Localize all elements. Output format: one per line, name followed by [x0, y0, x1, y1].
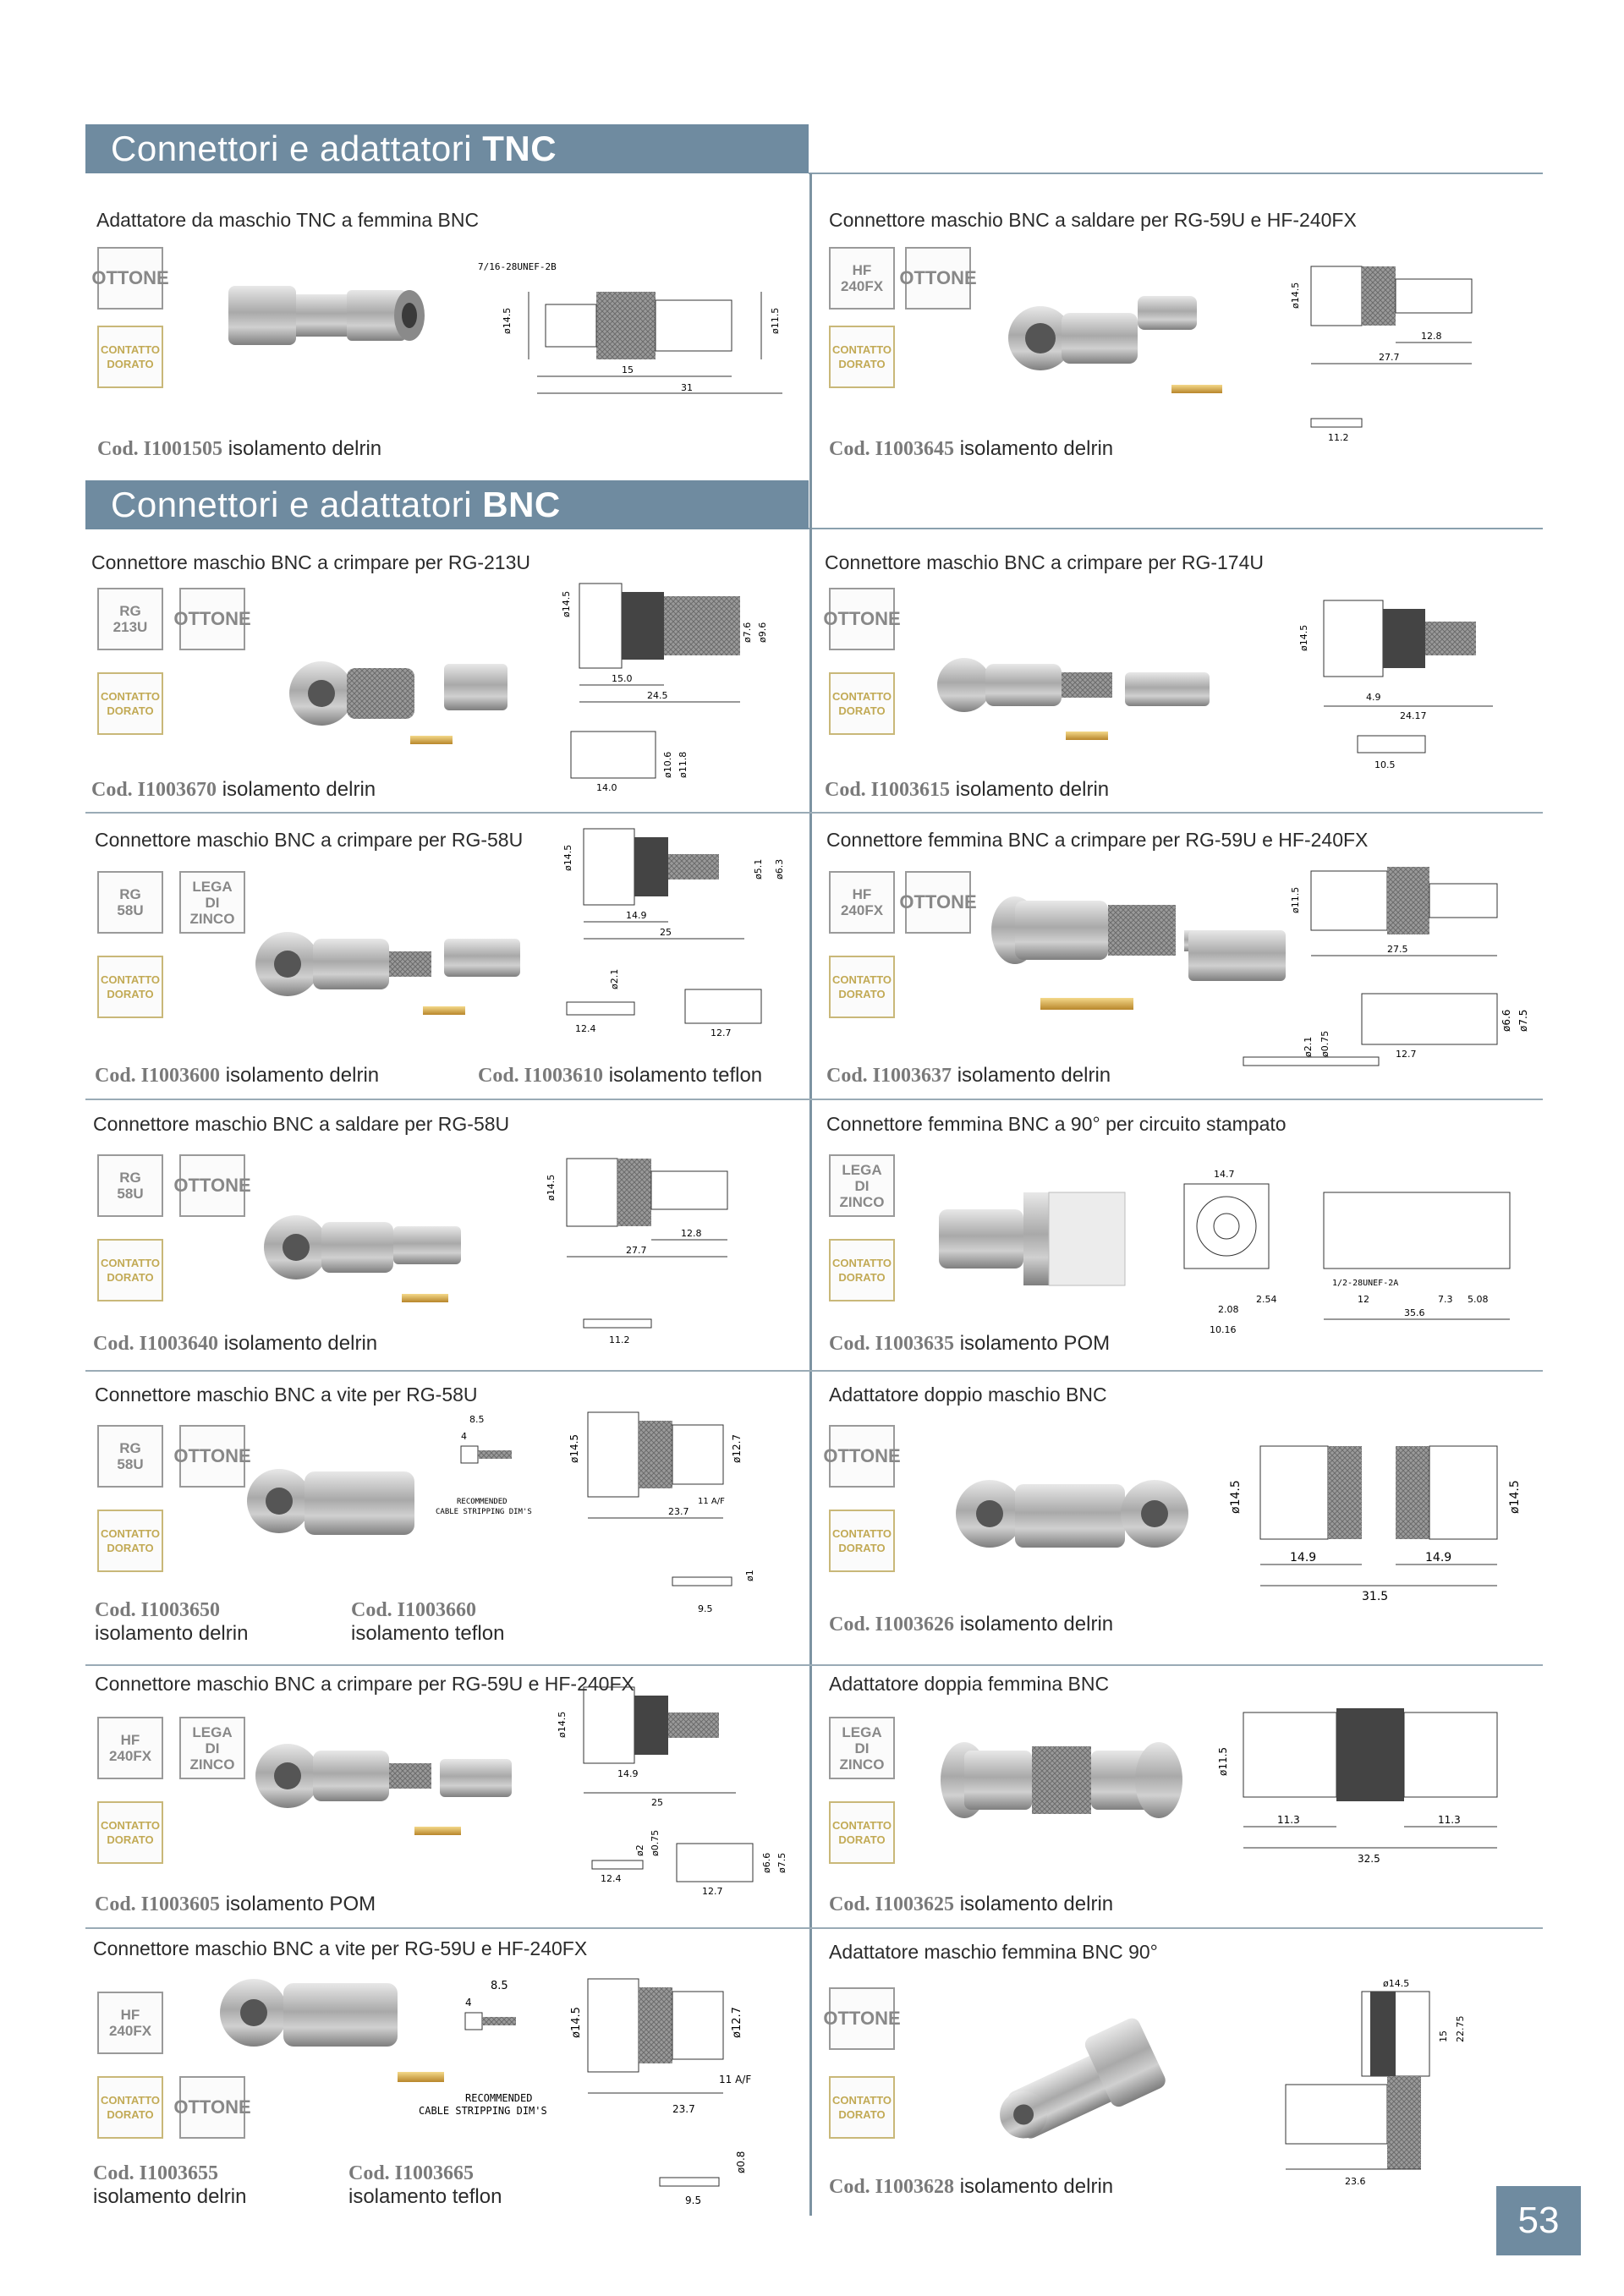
product-code: Cod. I1003637 [826, 1065, 952, 1087]
lega-zinco-badge: LEGA DI ZINCO [829, 1717, 895, 1779]
dim-label: 9.5 [685, 2195, 702, 2206]
hf240fx-badge: HF 240FX [829, 247, 895, 310]
product-code-block-alt [351, 1598, 504, 1646]
product-code-line [91, 778, 376, 802]
bnc-female-crimp-drawing [1290, 854, 1539, 1082]
dim-label: 11.2 [1328, 432, 1349, 443]
dim-label: 2.08 [1218, 1304, 1239, 1315]
bnc-double-female-photo [930, 1725, 1184, 1835]
bnc-male-female-90-drawing [1277, 1975, 1497, 2186]
dim-label: 7.3 [1438, 1294, 1453, 1305]
section-header-bnc [85, 480, 809, 529]
dim-label: 12.7 [1396, 1049, 1417, 1060]
product-code-block-alt [348, 2162, 502, 2209]
dim-label: 2.54 [1256, 1294, 1277, 1305]
bnc-pcb-90-drawing [1176, 1167, 1539, 1345]
contatto-dorato-badge: CONTATTO DORATO [829, 1801, 895, 1864]
bnc-solder-connector-photo [1002, 279, 1248, 406]
dim-label: ø2.1 [609, 968, 620, 989]
dim-label: 15 [622, 364, 634, 375]
product-insulation: isolamento delrin [950, 778, 1110, 801]
dim-label: 24.5 [647, 690, 668, 701]
dim-label: 25 [651, 1797, 663, 1808]
tnc-bnc-adapter-photo [222, 269, 433, 370]
product-insulation: isolamento delrin [220, 1064, 380, 1087]
bnc-pcb-90-photo [930, 1175, 1142, 1311]
dim-label: ø6.6 [1501, 1009, 1512, 1032]
dim-label: 22.75 [1455, 2015, 1466, 2042]
dim-label: ø11.8 [678, 751, 689, 778]
bnc-crimp-rg59u-photo [245, 1725, 524, 1852]
dim-label: 23.6 [1345, 2176, 1366, 2187]
contatto-dorato-badge: CONTATTO DORATO [829, 1239, 895, 1301]
product-insulation: isolamento teflon [348, 2185, 502, 2208]
product-code: Cod. I1003605 [95, 1893, 221, 1915]
product-title: Connettore maschio BNC a crimpare per RG-58U [95, 829, 524, 851]
dim-label: ø7.5 [776, 1852, 787, 1873]
product-title: Connettore maschio BNC a vite per RG-59U e HF-240FX [93, 1937, 588, 1959]
rg58u-badge: RG 58U [97, 1154, 163, 1217]
product-code-block [93, 2162, 246, 2209]
product-code: Cod. I1003625 [829, 1893, 955, 1915]
product-code: Cod. I1003610 [478, 1065, 604, 1087]
product-code: Cod. I1003655 [93, 2162, 219, 2184]
product-insulation: isolamento delrin [954, 2175, 1114, 2198]
dim-label: ø14.5 [562, 844, 573, 871]
dim-label: RECOMMENDED [465, 2092, 533, 2104]
dim-label: 12.8 [1421, 331, 1442, 342]
product-code: Cod. I1003645 [829, 438, 955, 460]
product-code: Cod. I1003640 [93, 1333, 219, 1355]
product-code-line [829, 1613, 1113, 1636]
dim-label: 1/2-28UNEF-2A [1332, 1279, 1399, 1288]
row-divider [85, 1927, 1543, 1929]
contatto-dorato-badge: CONTATTO DORATO [829, 1510, 895, 1572]
dim-label: 4 [461, 1431, 467, 1442]
contatto-dorato-badge: CONTATTO DORATO [97, 1510, 163, 1572]
bnc-male-female-90-photo [990, 2017, 1184, 2144]
ottone-badge: OTTONE [179, 2076, 245, 2139]
contatto-dorato-badge: CONTATTO DORATO [829, 326, 895, 388]
dim-label: ø14.5 [1229, 1480, 1243, 1514]
dim-label: 14.9 [617, 1768, 639, 1779]
dim-label: 11.2 [609, 1334, 630, 1345]
dim-label: ø0.8 [735, 2151, 747, 2173]
contatto-dorato-badge: CONTATTO DORATO [97, 956, 163, 1018]
bnc-solder-connector-drawing [1290, 249, 1539, 452]
dim-label: 25 [660, 927, 672, 938]
section-header-tnc [85, 124, 809, 173]
dim-label: ø10.6 [662, 751, 673, 778]
dim-label: 32.5 [1358, 1853, 1380, 1865]
ottone-badge: OTTONE [829, 1425, 895, 1488]
section-title-bold: TNC [482, 129, 557, 168]
bnc-screw-rg58u-drawing [436, 1412, 799, 1624]
dim-label: ø14.5 [546, 1174, 557, 1201]
dim-label: RECOMMENDED [457, 1498, 508, 1506]
dim-label: 8.5 [491, 1980, 508, 1992]
bnc-crimp-rg174u-drawing [1239, 584, 1544, 786]
dim-label: ø14.5 [568, 1433, 580, 1463]
dim-label: ø14.5 [570, 2007, 583, 2038]
dim-label: 12.4 [601, 1873, 622, 1884]
row-divider [85, 1099, 1543, 1100]
product-code-line [826, 1064, 1111, 1088]
product-code-line [825, 778, 1109, 802]
dim-label: 11 A/F [698, 1497, 725, 1506]
row-divider [85, 812, 1543, 814]
bnc-double-female-drawing [1218, 1700, 1539, 1869]
dim-label: ø12.7 [731, 2007, 743, 2038]
dim-label: ø14.5 [1383, 1978, 1410, 1989]
product-insulation: isolamento teflon [603, 1064, 763, 1087]
dim-label: ø14.5 [502, 307, 513, 334]
product-code-line [93, 1332, 377, 1356]
product-title: Connettore maschio BNC a crimpare per RG-213U [91, 551, 530, 573]
dim-label: 12 [1358, 1294, 1369, 1305]
ottone-badge: OTTONE [905, 247, 971, 310]
dim-label: ø5.1 [753, 858, 764, 879]
dim-label: 27.7 [1379, 352, 1400, 363]
product-code-line [95, 1064, 379, 1088]
product-title: Connettore maschio BNC a vite per RG-58U [95, 1384, 478, 1406]
product-insulation: isolamento POM [220, 1893, 376, 1915]
bnc-female-crimp-photo [981, 879, 1303, 1023]
dim-label: ø12.7 [731, 1433, 743, 1463]
product-code-block [95, 1598, 248, 1646]
product-code: Cod. I1003626 [829, 1614, 955, 1636]
hf240fx-badge: HF 240FX [97, 1992, 163, 2054]
dim-label: ø14.5 [1290, 282, 1301, 309]
section-title-prefix: Connettori e adattatori [111, 129, 483, 168]
product-code: Cod. I1003600 [95, 1065, 221, 1087]
ottone-badge: OTTONE [905, 871, 971, 934]
dim-label: 4 [465, 1997, 472, 2008]
product-code-line [829, 1332, 1110, 1356]
product-title: Adattatore doppio maschio BNC [829, 1384, 1107, 1406]
ottone-badge: OTTONE [179, 588, 245, 650]
dim-label: ø6.3 [774, 858, 785, 879]
dim-label: ø14.5 [557, 1711, 568, 1738]
dim-label: ø1 [744, 1570, 755, 1581]
bnc-crimp-rg174u-photo [930, 634, 1218, 753]
section-title-prefix: Connettori e adattatori [111, 485, 483, 524]
product-code-line [829, 2175, 1113, 2199]
dim-label: ø2.1 [1303, 1036, 1314, 1057]
dim-label: 12.4 [575, 1023, 596, 1034]
product-insulation: isolamento teflon [351, 1622, 505, 1645]
dim-label: ø0.75 [1320, 1030, 1330, 1057]
dim-label: 5.08 [1468, 1294, 1489, 1305]
dim-label: ø9.6 [757, 622, 768, 643]
rg58u-badge: RG 58U [97, 1425, 163, 1488]
ottone-badge: OTTONE [179, 1425, 245, 1488]
dim-label: 14.9 [1425, 1551, 1452, 1564]
dim-label: ø6.6 [761, 1852, 772, 1873]
dim-label: ø14.5 [1298, 624, 1309, 651]
contatto-dorato-badge: CONTATTO DORATO [97, 1239, 163, 1301]
ottone-badge: OTTONE [97, 247, 163, 310]
product-insulation: isolamento delrin [217, 778, 376, 801]
product-insulation: isolamento delrin [95, 1622, 249, 1645]
bnc-solder-rg58u-drawing [533, 1142, 787, 1353]
row-divider [85, 1370, 1543, 1372]
dim-label: 9.5 [698, 1603, 713, 1614]
dim-label: 10.5 [1374, 759, 1396, 770]
product-code-line [97, 437, 381, 461]
dim-label: 11 A/F [719, 2074, 752, 2085]
dim-label: 15 [1438, 2030, 1449, 2042]
dim-label: 11.3 [1438, 1814, 1461, 1826]
product-insulation: isolamento delrin [954, 1893, 1114, 1915]
product-title: Adattatore da maschio TNC a femmina BNC [96, 209, 480, 231]
dim-label: ø2 [634, 1844, 645, 1856]
product-title: Connettore maschio BNC a saldare per RG-58U [93, 1113, 510, 1135]
product-insulation: isolamento delrin [952, 1064, 1111, 1087]
dim-label: ø11.5 [1290, 886, 1301, 913]
bnc-crimp-rg58u-photo [245, 913, 533, 1027]
dim-label: 12.7 [710, 1027, 732, 1038]
product-code: Cod. I1003628 [829, 2176, 955, 2198]
bnc-crimp-rg59u-drawing [541, 1679, 795, 1907]
bnc-solder-rg58u-photo [258, 1201, 503, 1315]
product-title: Connettore maschio BNC a crimpare per RG-59U e HF-240FX [95, 1673, 634, 1695]
contatto-dorato-badge: CONTATTO DORATO [97, 326, 163, 388]
dim-label: 8.5 [469, 1414, 485, 1425]
product-insulation: isolamento delrin [222, 437, 382, 460]
ottone-badge: OTTONE [829, 1987, 895, 2050]
dim-label: 15.0 [612, 673, 633, 684]
column-divider [809, 173, 812, 2216]
bnc-crimp-rg213u-photo [283, 643, 529, 753]
product-code-line [95, 1893, 376, 1916]
product-code: Cod. I1003615 [825, 779, 951, 801]
product-code-line [829, 437, 1113, 461]
dim-label: ø14.5 [1508, 1480, 1522, 1514]
bnc-double-male-drawing [1218, 1438, 1539, 1607]
product-code: Cod. I1003670 [91, 779, 217, 801]
dim-label: 7/16-28UNEF-2B [478, 261, 557, 272]
section-title-bold: BNC [482, 485, 561, 524]
dim-label: 24.17 [1400, 710, 1427, 721]
product-title: Adattatore doppia femmina BNC [829, 1673, 1110, 1695]
product-code: Cod. I1001505 [97, 438, 223, 460]
dim-label: CABLE STRIPPING DIM'S [436, 1508, 532, 1516]
rg58u-badge: RG 58U [97, 871, 163, 934]
dim-label: 27.7 [626, 1245, 647, 1256]
dim-label: ø7.5 [1517, 1009, 1529, 1032]
dim-label: 12.7 [702, 1886, 723, 1897]
dim-label: CABLE STRIPPING DIM'S [419, 2105, 547, 2117]
ottone-badge: OTTONE [829, 588, 895, 650]
product-insulation: isolamento POM [954, 1332, 1111, 1355]
contatto-dorato-badge: CONTATTO DORATO [97, 2076, 163, 2139]
dim-label: 11.3 [1277, 1814, 1300, 1826]
dim-label: 10.16 [1210, 1324, 1237, 1335]
product-insulation: isolamento delrin [218, 1332, 378, 1355]
dim-label: 23.7 [672, 2103, 695, 2115]
contatto-dorato-badge: CONTATTO DORATO [829, 956, 895, 1018]
tnc-bnc-adapter-drawing [478, 258, 799, 397]
dim-label: 14.9 [626, 910, 647, 921]
page-number: 53 [1496, 2186, 1581, 2255]
bnc-double-male-photo [952, 1463, 1197, 1573]
product-code-line [829, 1893, 1113, 1916]
dim-label: 31.5 [1362, 1590, 1389, 1603]
dim-label: 35.6 [1404, 1307, 1425, 1318]
product-title: Connettore femmina BNC a 90° per circuito stampato [826, 1113, 1287, 1135]
dim-label: 12.8 [681, 1228, 702, 1239]
product-code: Cod. I1003650 [95, 1599, 221, 1621]
lega-zinco-badge: LEGA DI ZINCO [179, 1717, 245, 1779]
bnc-screw-rg58u-photo [241, 1450, 436, 1560]
dim-label: ø14.5 [561, 590, 572, 617]
product-title: Adattatore maschio femmina BNC 90° [829, 1941, 1158, 1963]
dim-label: 14.0 [596, 782, 617, 793]
product-title: Connettore maschio BNC a saldare per RG-59U e HF-240FX [829, 209, 1357, 231]
dim-label: ø7.6 [742, 622, 753, 643]
hf240fx-badge: HF 240FX [97, 1717, 163, 1779]
rg213u-badge: RG 213U [97, 588, 163, 650]
product-insulation: isolamento delrin [93, 2185, 247, 2208]
dim-label: ø11.5 [1217, 1746, 1229, 1776]
product-code-line-alt [478, 1064, 762, 1088]
lega-zinco-badge: LEGA DI ZINCO [179, 871, 245, 934]
dim-label: 27.5 [1387, 944, 1408, 955]
product-code: Cod. I1003660 [351, 1599, 477, 1621]
bnc-crimp-rg213u-drawing [554, 558, 799, 799]
section-rule [809, 528, 1543, 529]
product-insulation: isolamento delrin [954, 437, 1114, 460]
dim-label: 23.7 [668, 1506, 689, 1517]
dim-label: 4.9 [1366, 692, 1381, 703]
dim-label: ø0.75 [650, 1829, 661, 1856]
product-code: Cod. I1003635 [829, 1333, 955, 1355]
dim-label: 14.7 [1214, 1169, 1235, 1180]
ottone-badge: OTTONE [179, 1154, 245, 1217]
dim-label: 31 [681, 382, 693, 393]
contatto-dorato-badge: CONTATTO DORATO [97, 672, 163, 735]
section-rule [809, 173, 1543, 174]
product-title: Connettore maschio BNC a crimpare per RG-174U [825, 551, 1264, 573]
hf240fx-badge: HF 240FX [829, 871, 895, 934]
contatto-dorato-badge: CONTATTO DORATO [97, 1801, 163, 1864]
contatto-dorato-badge: CONTATTO DORATO [829, 672, 895, 735]
dim-label: 14.9 [1290, 1551, 1317, 1564]
product-title: Connettore femmina BNC a crimpare per RG-59U e HF-240FX [826, 829, 1369, 851]
product-code: Cod. I1003665 [348, 2162, 475, 2184]
dim-label: ø11.5 [770, 307, 781, 334]
lega-zinco-badge: LEGA DI ZINCO [829, 1154, 895, 1217]
bnc-crimp-rg58u-drawing [550, 820, 804, 1057]
contatto-dorato-badge: CONTATTO DORATO [829, 2076, 895, 2139]
row-divider [85, 1664, 1543, 1666]
product-insulation: isolamento delrin [954, 1613, 1114, 1636]
